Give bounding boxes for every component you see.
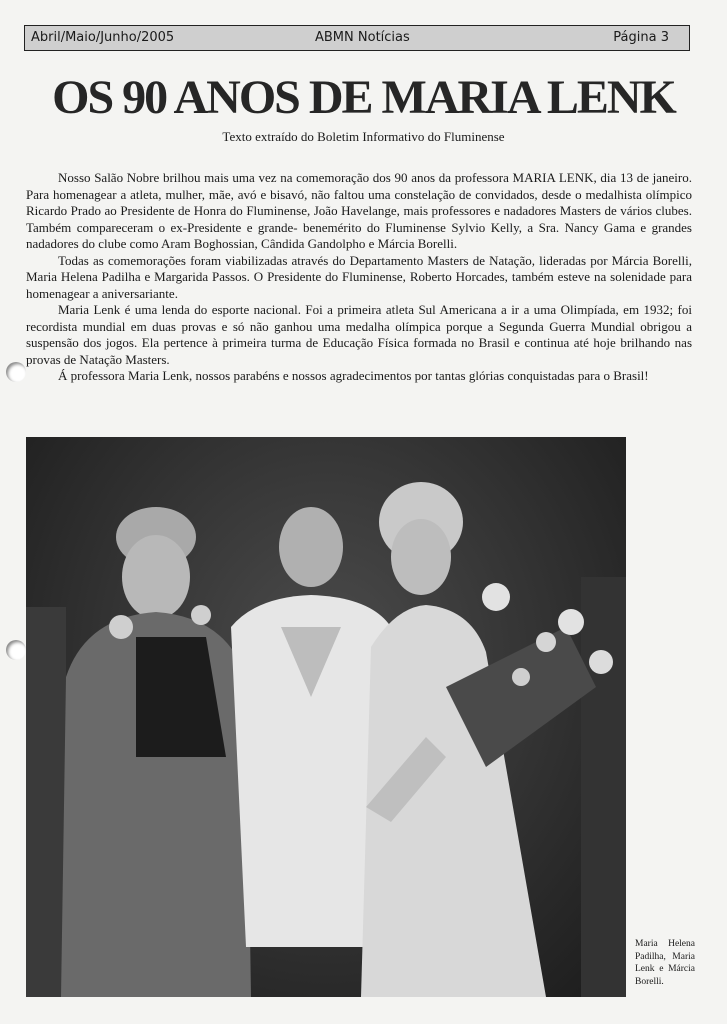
event-photo [26, 437, 626, 997]
article-paragraph: Á professora Maria Lenk, nossos parabéns e nossos agradecimentos por tantas glórias conquistadas para o Brasil! [58, 368, 649, 383]
article-subtitle: Texto extraído do Boletim Informativo do Fluminense [222, 129, 505, 144]
article-paragraph: Todas as comemorações foram viabilizadas através do Departamento Masters de Natação, lideradas por Márcia Borelli, Maria Helena Padilha e Margarida Passos. O Presidente do Fluminense, Roberto Horcades, também esteve na solenidade para homenagear a aniversariante. [26, 252, 692, 301]
article-body [26, 170, 692, 385]
punch-hole [6, 640, 26, 660]
punch-hole [6, 362, 26, 382]
article-paragraph: Maria Lenk é uma lenda do esporte nacional. Foi a primeira atleta Sul Americana a ir a uma Olimpíada, em 1932; foi recordista mundial em duas provas e só não ganhou uma medalha olímpica porque a Segunda Guerra Mundial obrigou a suspensão dos jogos. Ela pertence à primeira turma de Educação Física formada no Brasil e continua até hoje brilhando nas provas de Natação Masters. [26, 302, 692, 367]
publication-name: ABMN Notícias [315, 30, 410, 45]
article-paragraph: Nosso Salão Nobre brilhou mais uma vez na comemoração dos 90 anos da professora MARIA LENK, dia 13 de janeiro. Para homenagear a atleta, mulher, mãe, avó e bisavó, não faltou uma constelação de convidados, desde o medalhista olímpico Ricardo Prado ao Presidente de Honra do Fluminense, João Havelange, mais professores e nadadores Masters de vários clubes. Também compareceram o ex-Presidente e grande- benemérito do Fluminense Sylvio Kelly, a Sra. Nancy Gama e grandes nadadores do clube como Aram Boghossian, Cândida Gandolpho e Márcia Borelli. [26, 170, 692, 251]
page-number: Página 3 [613, 30, 669, 45]
issue-date: Abril/Maio/Junho/2005 [31, 30, 175, 45]
photo-illustration [26, 437, 626, 997]
photo-caption: Maria Helena Padilha, Maria Lenk e Márcia Borelli. [635, 939, 695, 987]
article-title: OS 90 ANOS DE MARIA LENK [52, 71, 675, 124]
header-bar [24, 25, 690, 51]
